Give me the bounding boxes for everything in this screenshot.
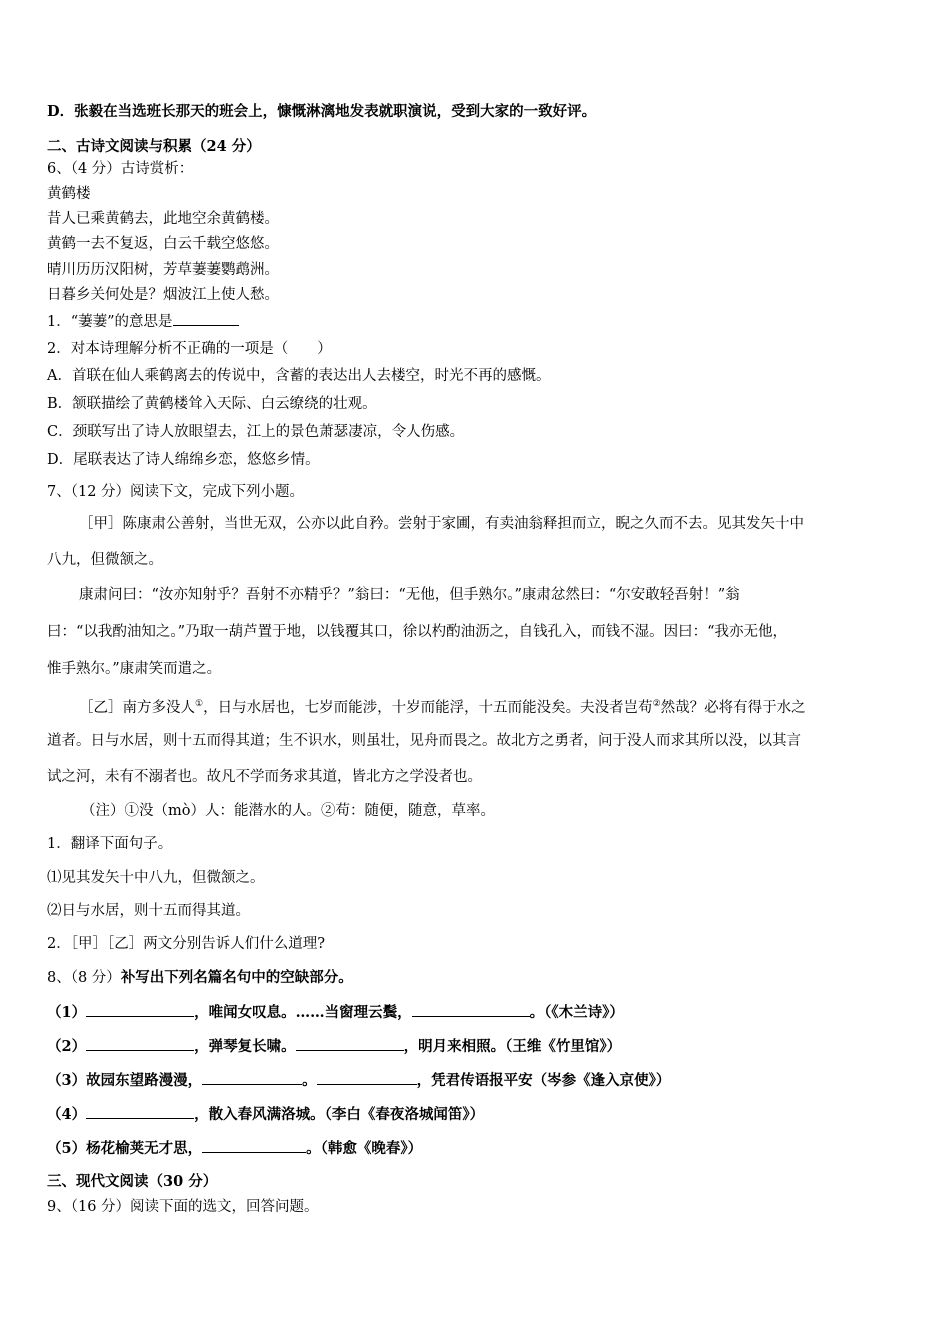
answer-blank[interactable] (412, 1002, 530, 1017)
item-text: 。（韩愈《晚春》） (306, 1140, 423, 1157)
q8-item-2 (47, 1036, 621, 1057)
q6-sub2: 2．对本诗理解分析不正确的一项是（ ） (47, 341, 332, 357)
passage-note: （注）①没（mò）人：能潜水的人。②苟：随便，随意，草率。 (81, 803, 495, 819)
q8-stem-number: 8、（8 分） (47, 970, 121, 986)
passage-jia: 曰：“以我酌油知之。”乃取一葫芦置于地，以钱覆其口，徐以杓酌油沥之，自钱孔入，而钱不湿。因曰：“我亦无他， (47, 624, 787, 640)
q7-sub1: 1．翻译下面句子。 (47, 836, 173, 852)
answer-blank[interactable] (202, 1070, 302, 1085)
q6-stem: 6、（4 分）古诗赏析： (47, 161, 194, 177)
poem-line: 日暮乡关何处是？烟波江上使人愁。 (47, 287, 279, 303)
poem-line: 晴川历历汉阳树，芳草萋萋鹦鹉洲。 (47, 262, 279, 278)
item-number: （3） (47, 1072, 87, 1089)
item-number: （2） (47, 1038, 87, 1055)
q8-item-3 (47, 1070, 670, 1091)
item-text: ，弹琴复长啸。 (194, 1038, 296, 1055)
item-number: （1） (47, 1004, 87, 1021)
q7-sub1-b: ⑵日与水居，则十五而得其道。 (47, 903, 250, 919)
footnote-mark: ② (652, 699, 661, 709)
item-text: ，凭君传语报平安（岑参《逢入京使》） (416, 1072, 671, 1089)
q6-option-b: B．颔联描绘了黄鹤楼耸入天际、白云缭绕的壮观。 (47, 396, 377, 412)
q8-item-5 (47, 1138, 422, 1159)
passage-yi: 试之河，未有不溺者也。故凡不学而务求其道，皆北方之学没者也。 (47, 769, 482, 785)
section2-heading: 二、古诗文阅读与积累（24 分） (47, 138, 261, 155)
item-text: 杨花榆荚无才思， (86, 1140, 203, 1157)
option-d-prev: D．张毅在当选班长那天的班会上，慷慨淋漓地发表就职演说，受到大家的一致好评。 (47, 103, 597, 120)
q6-option-a: A．首联在仙人乘鹤离去的传说中，含蓄的表达出人去楼空，时光不再的感慨。 (47, 368, 551, 384)
passage-jia: 康肃问曰：“汝亦知射乎？吾射不亦精乎？”翁曰：“无他，但手熟尔。”康肃忿然曰：“尔安敢轻吾射！”翁 (79, 587, 740, 603)
passage-yi-text: ［乙］南方多没人 (79, 699, 195, 716)
q8-stem-text: 补写出下列名篇名句中的空缺部分。 (120, 969, 353, 986)
item-text: ，唯闻女叹息。……当窗理云鬓， (194, 1004, 412, 1021)
q8-item-4 (47, 1104, 484, 1125)
q6-option-d: D．尾联表达了诗人绵绵乡恋，悠悠乡情。 (47, 452, 320, 468)
item-text: 。 (302, 1072, 317, 1089)
item-text: 故园东望路漫漫， (86, 1072, 203, 1089)
section3-heading: 三、现代文阅读（30 分） (47, 1173, 218, 1190)
answer-blank[interactable] (86, 1104, 194, 1119)
poem-line: 昔人已乘黄鹤去，此地空余黄鹤楼。 (47, 211, 279, 227)
q7-stem: 7、（12 分）阅读下文，完成下列小题。 (47, 484, 305, 500)
passage-yi-text: ，日与水居也，七岁而能涉，十岁而能浮，十五而能没矣。夫没者岂苟 (203, 699, 653, 716)
q6-sub1-text: 1．“萋萋”的意思是 (47, 314, 173, 330)
q8-stem (47, 968, 353, 988)
answer-blank[interactable] (173, 311, 239, 326)
q9-stem: 9、（16 分）阅读下面的选文，回答问题。 (47, 1199, 319, 1215)
item-number: （4） (47, 1106, 87, 1123)
q6-option-c: C．颈联写出了诗人放眼望去，江上的景色萧瑟凄凉，令人伤感。 (47, 424, 465, 440)
item-text: ，散入春风满洛城。（李白《春夜洛城闻笛》） (194, 1106, 485, 1123)
answer-blank[interactable] (86, 1036, 194, 1051)
item-number: （5） (47, 1140, 87, 1157)
q6-sub1 (47, 311, 239, 332)
poem-title: 黄鹤楼 (47, 186, 91, 202)
passage-jia: ［甲］陈康肃公善射，当世无双，公亦以此自矜。尝射于家圃，有卖油翁释担而立，睨之久而不去。见其发矢十中 (79, 516, 804, 532)
passage-jia: 八九，但微颔之。 (47, 552, 163, 568)
passage-yi: 道者。日与水居，则十五而得其道；生不识水，则虽壮，见舟而畏之。故北方之勇者，问于没人而求其所以没，以其言 (47, 733, 801, 749)
q7-sub2: 2．［甲］［乙］两文分别告诉人们什么道理? (47, 936, 325, 952)
answer-blank[interactable] (296, 1036, 404, 1051)
answer-blank[interactable] (202, 1138, 306, 1153)
q8-item-1 (47, 1002, 624, 1023)
item-text: 。（《木兰诗》） (529, 1004, 624, 1021)
poem-line: 黄鹤一去不复返，白云千载空悠悠。 (47, 236, 279, 252)
passage-yi (79, 694, 806, 718)
item-text: ，明月来相照。（王维《竹里馆》） (403, 1038, 622, 1055)
footnote-mark: ① (195, 699, 204, 709)
passage-yi-text: 然哉？必将有得于水之 (660, 699, 806, 716)
q7-sub1-a: ⑴见其发矢十中八九，但微颔之。 (47, 870, 265, 886)
answer-blank[interactable] (86, 1002, 194, 1017)
passage-jia: 惟手熟尔。”康肃笑而遣之。 (47, 661, 222, 677)
answer-blank[interactable] (317, 1070, 417, 1085)
